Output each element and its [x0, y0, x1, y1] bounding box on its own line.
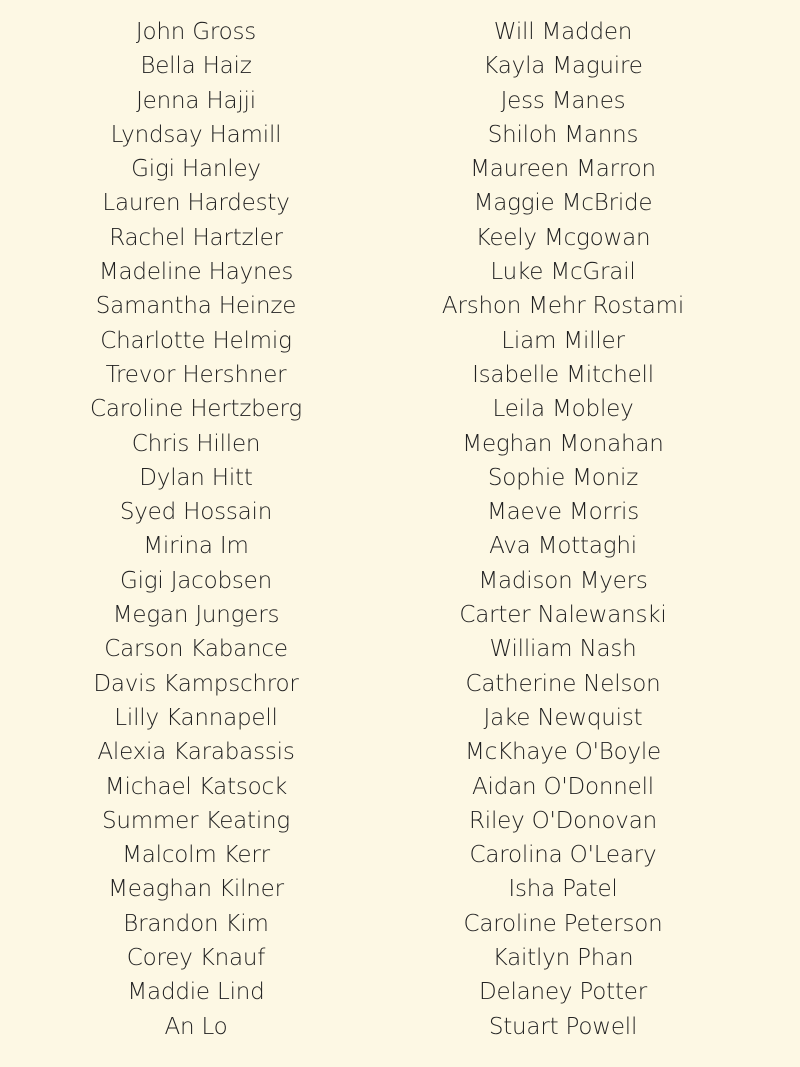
list-item: Lauren Hardesty — [102, 190, 290, 217]
list-item: Maureen Marron — [470, 156, 656, 183]
list-item: Jake Newquist — [483, 704, 643, 731]
list-item: Dylan Hitt — [139, 464, 253, 491]
name-column-right — [413, 15, 713, 1044]
list-item: Kayla Maguire — [483, 53, 643, 80]
list-item: Carolina O'Leary — [469, 842, 657, 869]
list-item: Isha Patel — [508, 876, 618, 903]
list-item: Rachel Hartzler — [109, 224, 283, 251]
list-item: Carter Nalewanski — [459, 602, 667, 629]
list-item: Chris Hillen — [131, 430, 261, 457]
list-item: Sophie Moniz — [487, 464, 639, 491]
list-item: Maggie McBride — [473, 190, 653, 217]
list-item: Keely Mcgowan — [475, 224, 651, 251]
list-item: Corey Knauf — [126, 945, 266, 972]
list-item: Bella Haiz — [140, 53, 252, 80]
list-item: Leila Mobley — [492, 396, 634, 423]
name-column-left — [46, 15, 346, 1044]
list-item: An Lo — [164, 1013, 228, 1040]
list-item: Megan Jungers — [112, 602, 280, 629]
list-item: Will Madden — [493, 19, 633, 45]
list-item: Syed Hossain — [119, 499, 273, 526]
list-item: Caroline Hertzberg — [90, 396, 302, 423]
list-item: Maeve Morris — [487, 499, 639, 526]
list-item: Gigi Hanley — [131, 156, 261, 183]
list-item: Jenna Hajji — [136, 87, 256, 114]
list-item: Lyndsay Hamill — [110, 121, 282, 148]
list-item: John Gross — [135, 19, 257, 45]
list-item: Kaitlyn Phan — [492, 945, 634, 972]
list-item: Catherine Nelson — [465, 670, 661, 697]
list-item: Jess Manes — [500, 87, 626, 114]
list-item: Meghan Monahan — [462, 430, 664, 457]
list-item: Samantha Heinze — [95, 293, 297, 320]
list-item: Brandon Kim — [123, 910, 269, 937]
list-item: Aidan O'Donnell — [472, 773, 654, 800]
list-item: Gigi Jacobsen — [119, 567, 273, 594]
list-item: Luke McGrail — [490, 259, 636, 286]
list-item: Michael Katsock — [104, 773, 288, 800]
list-item: Madison Myers — [478, 567, 648, 594]
list-item: Delaney Potter — [479, 979, 647, 1006]
list-item: Carson Kabance — [104, 636, 288, 663]
list-item: Davis Kampschror — [93, 670, 299, 697]
list-item: Maddie Lind — [127, 979, 265, 1006]
list-item: Ava Mottaghi — [489, 533, 637, 560]
list-item: Caroline Peterson — [463, 910, 663, 937]
list-item: Stuart Powell — [488, 1013, 638, 1040]
list-item: Madeline Haynes — [98, 259, 294, 286]
list-item: Malcolm Kerr — [122, 842, 270, 869]
list-item: Lilly Kannapell — [114, 704, 278, 731]
list-item: Mirina Im — [143, 533, 249, 560]
list-item: Alexia Karabassis — [97, 739, 295, 766]
list-item: Summer Keating — [101, 807, 291, 834]
list-item: Shiloh Manns — [487, 121, 639, 148]
list-item: Meaghan Kilner — [108, 876, 284, 903]
list-item: Isabelle Mitchell — [472, 361, 654, 388]
list-item: Charlotte Helmig — [100, 327, 292, 354]
list-item: McKhaye O'Boyle — [464, 739, 662, 766]
list-item: Arshon Mehr Rostami — [441, 293, 685, 320]
list-item: Riley O'Donovan — [469, 807, 657, 834]
list-item: William Nash — [489, 636, 637, 663]
list-item: Trevor Hershner — [105, 361, 287, 388]
list-item: Liam Miller — [501, 327, 625, 354]
